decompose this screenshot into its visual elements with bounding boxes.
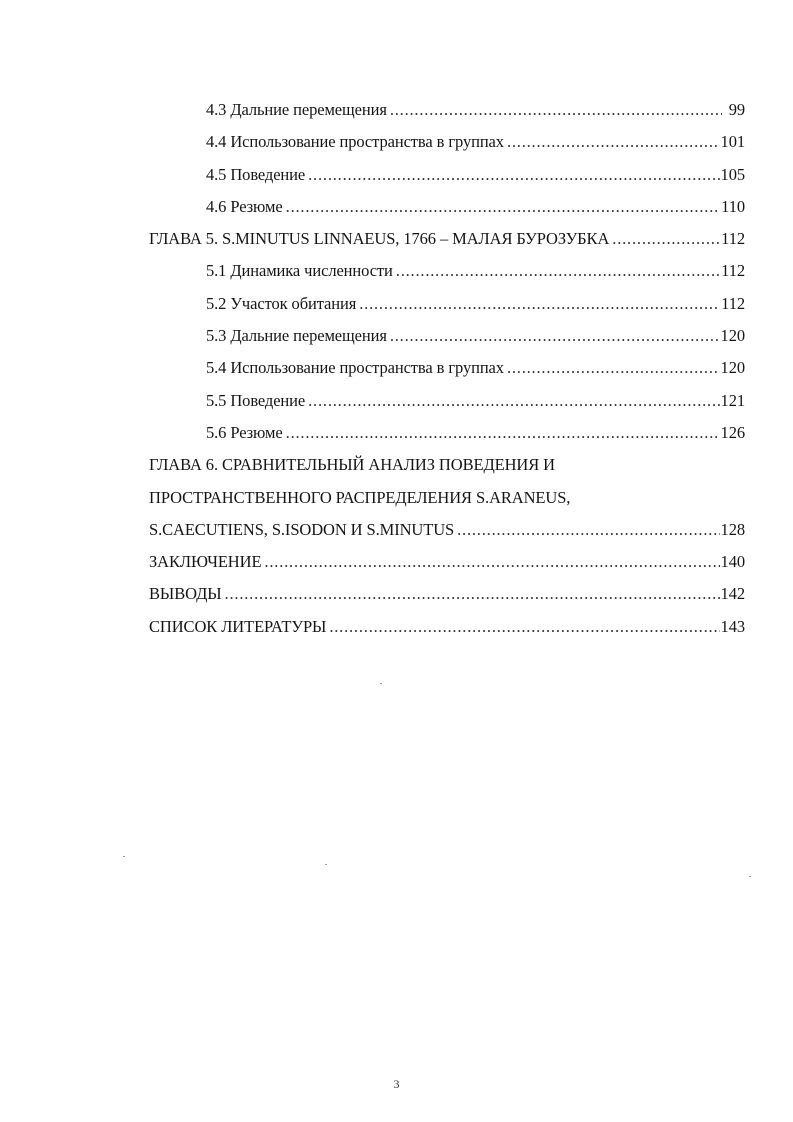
toc-entry-chapter-6-line-3: [149, 514, 745, 546]
toc-entry-page: 143: [720, 616, 745, 636]
toc-entry-chapter-6-line-1: [149, 449, 745, 481]
dot-leader: [225, 578, 720, 610]
dot-leader: [612, 223, 720, 255]
toc-entry-page: 140: [720, 552, 745, 572]
toc-entry-title: СПИСОК ЛИТЕРАТУРЫ: [149, 616, 327, 636]
toc-entry-title: 4.6 Резюме: [206, 196, 283, 216]
scan-speck: [325, 864, 327, 865]
toc-entry-page: 126: [720, 422, 745, 442]
toc-entry-title: 5.5 Поведение: [206, 390, 306, 410]
dot-leader: [264, 546, 719, 578]
toc-entry-4-5: [149, 159, 745, 191]
toc-entry-page: 99: [728, 100, 745, 119]
toc-entry-page: 112: [721, 261, 745, 281]
dot-leader: [396, 255, 720, 287]
toc-entry-page: 120: [720, 358, 745, 378]
toc-entry-page: 110: [721, 196, 745, 216]
dot-leader: [359, 288, 720, 320]
toc-entry-findings: [149, 578, 745, 610]
dot-leader: [507, 126, 720, 158]
dot-leader: [390, 94, 722, 126]
toc-entry-title: 4.4 Использование пространства в группах: [206, 132, 504, 152]
dot-leader: [286, 417, 720, 449]
toc-entry-title: 5.2 Участок обитания: [206, 293, 357, 313]
toc-entry-title: 5.3 Дальние перемещения: [206, 326, 387, 346]
dot-leader: [308, 385, 719, 417]
scan-speck: [749, 876, 751, 877]
toc-entry-chapter-5: [149, 223, 745, 255]
toc-entry-page: 105: [720, 164, 745, 184]
toc-entry-5-6: [149, 417, 745, 449]
toc-entry-title: ГЛАВА 6. СРАВНИТЕЛЬНЫЙ АНАЛИЗ ПОВЕДЕНИЯ И: [149, 455, 555, 475]
toc-entry-conclusion: [149, 546, 745, 578]
toc-entry-chapter-6-line-2: [149, 482, 745, 514]
toc-entry-title: ГЛАВА 5. S.MINUTUS LINNAEUS, 1766 – МАЛАЯ БУРОЗУБКА: [149, 229, 610, 249]
toc-entry-page: 101: [720, 132, 745, 152]
toc-entry-title: 5.1 Динамика численности: [206, 261, 393, 281]
toc-entry-title: 5.4 Использование пространства в группах: [206, 358, 504, 378]
toc-entry-4-4: [149, 126, 745, 158]
toc-entry-5-4: [149, 352, 745, 384]
dot-leader: [329, 611, 719, 643]
toc-entry-title: ПРОСТРАНСТВЕННОГО РАСПРЕДЕЛЕНИЯ S.ARANEUS,: [149, 487, 571, 507]
toc-entry-page: 128: [720, 519, 745, 539]
toc-entry-title: ЗАКЛЮЧЕНИЕ: [149, 552, 262, 572]
toc-entry-5-3: [149, 320, 745, 352]
toc-entry-title: S.CAECUTIENS, S.ISODON И S.MINUTUS: [149, 519, 455, 539]
toc-entry-title: 4.5 Поведение: [206, 164, 306, 184]
toc-entry-page: 112: [721, 229, 745, 249]
toc-entry-5-2: [149, 288, 745, 320]
toc-entry-5-5: [149, 385, 745, 417]
dot-leader: [286, 191, 721, 223]
toc-entry-page: 112: [721, 293, 745, 313]
dot-leader: [507, 352, 720, 384]
scan-speck: [123, 856, 125, 857]
dot-leader: [457, 514, 719, 546]
toc-entry-title: 5.6 Резюме: [206, 422, 283, 442]
page-number: 3: [393, 1077, 400, 1091]
dot-leader: [308, 159, 719, 191]
toc-entry-page: 142: [720, 584, 745, 604]
table-of-contents: [149, 94, 745, 643]
dot-leader: [390, 320, 720, 352]
toc-entry-page: 120: [720, 326, 745, 346]
toc-entry-references: [149, 611, 745, 643]
toc-entry-4-3: [149, 94, 745, 126]
scan-speck: [380, 683, 382, 684]
toc-entry-title: ВЫВОДЫ: [149, 584, 222, 604]
toc-entry-4-6: [149, 191, 745, 223]
toc-entry-5-1: [149, 255, 745, 287]
toc-entry-page: 121: [720, 390, 745, 410]
toc-entry-title: 4.3 Дальние перемещения: [206, 100, 387, 119]
